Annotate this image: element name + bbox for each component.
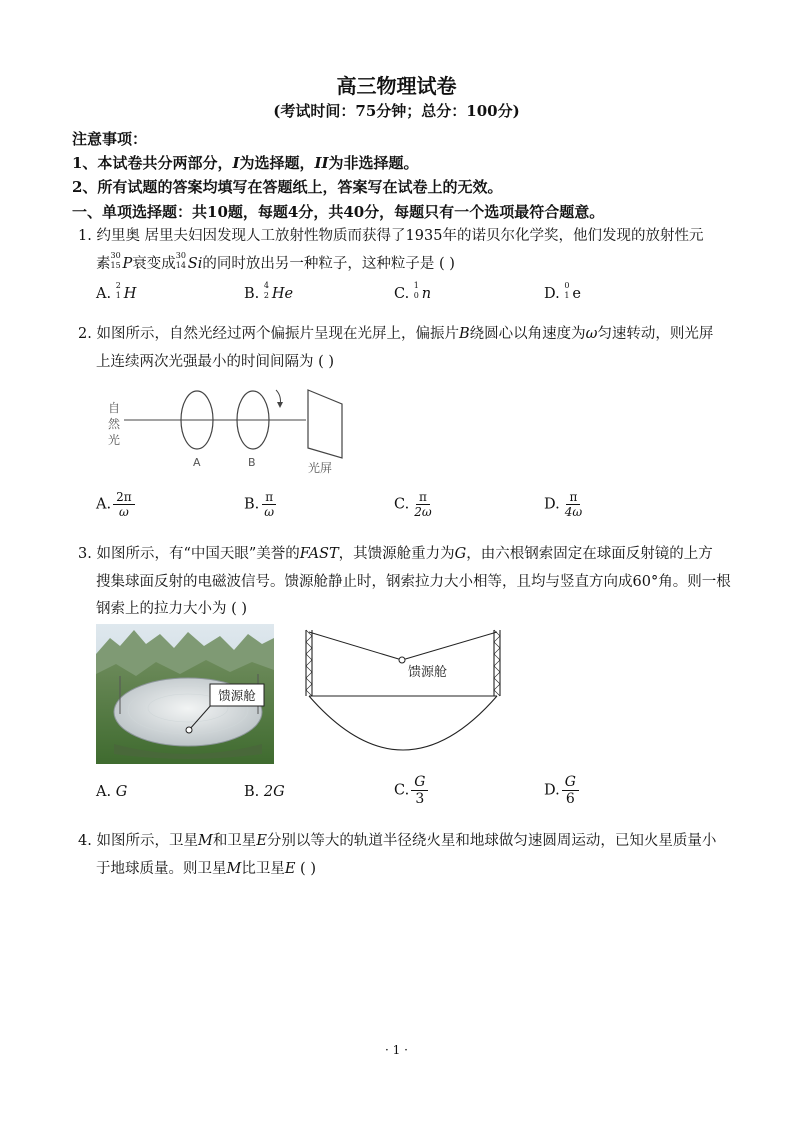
right-tower bbox=[494, 630, 500, 696]
q3-option-a[interactable] bbox=[96, 784, 127, 800]
q2-text: 绕圆心以角速度为 bbox=[469, 326, 586, 342]
q1-option-a[interactable] bbox=[96, 281, 137, 302]
numerator: π bbox=[566, 490, 580, 505]
option-letter: D. bbox=[544, 782, 560, 799]
nuclide bbox=[263, 281, 294, 302]
q2-var: B bbox=[458, 326, 470, 342]
denominator: 3 bbox=[415, 791, 425, 807]
q3-var: FAST bbox=[299, 546, 339, 562]
option-letter: C. bbox=[394, 782, 410, 799]
denominator: ω bbox=[118, 505, 129, 519]
q1-option-c[interactable] bbox=[394, 281, 432, 302]
note-2: 2、所有试题的答案均填写在答题纸上，答案写在试卷上的无效。 bbox=[72, 178, 503, 196]
numerator: G bbox=[411, 774, 428, 791]
fraction bbox=[411, 490, 434, 519]
note-1-part: 为非选择题。 bbox=[328, 154, 419, 172]
light-screen bbox=[308, 390, 342, 458]
q4-var: E bbox=[256, 833, 267, 849]
fraction bbox=[411, 774, 428, 807]
numerator: G bbox=[562, 774, 579, 791]
cable-left bbox=[309, 632, 402, 660]
q4-var: M bbox=[197, 833, 213, 849]
fast-telescope-photo bbox=[96, 624, 274, 764]
q2-text: 匀速转动，则光屏 bbox=[597, 326, 714, 342]
fraction bbox=[562, 774, 579, 807]
atomic-number: 2 bbox=[263, 291, 269, 300]
element-symbol: Si bbox=[187, 256, 203, 272]
option-letter: C. bbox=[394, 286, 410, 302]
q3-text: ，其馈源舱重力为 bbox=[338, 546, 455, 562]
q3-line1 bbox=[78, 542, 713, 563]
option-letter: B. bbox=[244, 496, 260, 513]
exam-info: (考试时间：75分钟；总分：100分) bbox=[273, 102, 520, 120]
denominator: ω bbox=[264, 505, 275, 519]
nuclide-p bbox=[110, 251, 133, 272]
q3-text: 3. 如图所示，有“中国天眼”美誉的 bbox=[78, 546, 300, 562]
nuclide bbox=[564, 281, 581, 302]
q1-option-d[interactable] bbox=[544, 281, 581, 302]
section-heading: 一、单项选择题：共10题，每题4分，共40分，每题只有一个选项最符合题意。 bbox=[72, 203, 605, 221]
option-value: G bbox=[115, 784, 128, 800]
q3-line2: 搜集球面反射的电磁波信号。馈源舱静止时，钢索拉力大小相等，且均与竖直方向成60°角。则一根 bbox=[96, 574, 731, 590]
element-symbol: H bbox=[123, 286, 137, 302]
atomic-number: 0 bbox=[413, 291, 419, 300]
element-symbol: n bbox=[421, 286, 432, 302]
numerator: π bbox=[416, 490, 430, 505]
q2-line2: 上连续两次光强最小的时间间隔为 ( ) bbox=[96, 354, 335, 370]
denominator: 6 bbox=[565, 791, 575, 807]
q4-line1 bbox=[78, 829, 716, 850]
q1-text: 衰变成 bbox=[132, 256, 176, 272]
q1-option-b[interactable] bbox=[244, 281, 294, 302]
note-1-part: 1、本试卷共分两部分， bbox=[72, 154, 233, 172]
denominator: 4ω bbox=[564, 505, 583, 519]
screen-label: 光屏 bbox=[308, 461, 333, 475]
natural-light-label: 然 bbox=[108, 417, 121, 431]
mass-number: 4 bbox=[263, 281, 269, 290]
q4-text: 比卫星 bbox=[241, 861, 285, 877]
photo-cabin-dot bbox=[186, 727, 192, 733]
q2-option-d[interactable] bbox=[544, 490, 585, 519]
q3-option-c[interactable] bbox=[394, 774, 428, 807]
atomic-number: 1 bbox=[115, 291, 121, 300]
feed-cabin bbox=[399, 657, 405, 663]
photo-label: 馈源舱 bbox=[218, 688, 256, 703]
q2-option-a[interactable] bbox=[96, 490, 135, 519]
q4-var: M bbox=[226, 861, 242, 877]
label-a: A bbox=[193, 456, 201, 469]
note-1-part: II bbox=[314, 154, 329, 172]
q3-text: ，由六根钢索固定在球面反射镜的上方 bbox=[466, 546, 713, 562]
atomic-number: 14 bbox=[175, 261, 186, 270]
element-symbol: e bbox=[572, 286, 581, 302]
q1-text: 素 bbox=[96, 256, 111, 272]
q4-text: 和卫星 bbox=[212, 833, 257, 849]
nuclide-si bbox=[175, 251, 203, 272]
option-letter: A. bbox=[96, 496, 112, 513]
mass-number: 30 bbox=[110, 251, 121, 260]
mass-number: 2 bbox=[115, 281, 121, 290]
option-letter: A. bbox=[96, 784, 112, 800]
page-number: · 1 · bbox=[385, 1043, 408, 1057]
natural-light-label: 自 bbox=[108, 401, 121, 415]
option-letter: B. bbox=[244, 286, 260, 302]
note-1-part: I bbox=[232, 154, 240, 172]
option-value: 2G bbox=[263, 784, 285, 800]
numerator: π bbox=[262, 490, 276, 505]
q2-line1 bbox=[78, 322, 713, 343]
option-letter: B. bbox=[244, 784, 260, 800]
element-symbol: P bbox=[122, 256, 133, 272]
note-1 bbox=[72, 152, 419, 173]
mass-number: 0 bbox=[564, 281, 570, 290]
natural-light-label: 光 bbox=[108, 433, 121, 447]
q1-text: 的同时放出另一种粒子，这种粒子是 ( ) bbox=[202, 256, 455, 272]
cable-right bbox=[402, 632, 497, 660]
nuclide bbox=[413, 281, 432, 302]
q3-option-d[interactable] bbox=[544, 774, 579, 807]
q4-line2 bbox=[96, 857, 316, 878]
denominator: 2ω bbox=[414, 505, 432, 519]
fraction bbox=[562, 490, 585, 519]
q1-line2 bbox=[96, 252, 455, 273]
notes-heading: 注意事项： bbox=[72, 130, 148, 148]
dish-surface bbox=[309, 696, 497, 750]
q4-text: ( ) bbox=[295, 861, 316, 877]
q3-option-b[interactable] bbox=[244, 784, 285, 800]
q4-text: 分别以等大的轨道半径绕火星和地球做匀速圆周运动，已知火星质量小 bbox=[266, 833, 717, 849]
atomic-number: 1 bbox=[564, 291, 570, 300]
mass-number: 30 bbox=[175, 251, 186, 260]
page-title: 高三物理试卷 bbox=[336, 74, 457, 98]
feed-cabin-label: 馈源舱 bbox=[408, 665, 448, 680]
q1-line1: 1. 约里奥 居里夫妇因发现人工放射性物质而获得了1935年的诺贝尔化学奖，他们发现的放射性元 bbox=[78, 228, 704, 244]
q3-var: G bbox=[454, 546, 467, 562]
option-letter: D. bbox=[544, 496, 560, 513]
polarizer-diagram bbox=[96, 382, 356, 478]
option-letter: C. bbox=[394, 496, 410, 513]
element-symbol: He bbox=[271, 286, 294, 302]
q2-text: 2. 如图所示，自然光经过两个偏振片呈现在光屏上，偏振片 bbox=[78, 326, 459, 342]
fraction bbox=[261, 490, 277, 519]
option-letter: A. bbox=[96, 286, 112, 302]
left-tower bbox=[306, 630, 312, 696]
option-letter: D. bbox=[544, 286, 560, 302]
fraction bbox=[113, 490, 135, 519]
mass-number: 1 bbox=[413, 281, 419, 290]
q2-option-c[interactable] bbox=[394, 490, 435, 519]
fast-schematic bbox=[296, 626, 508, 766]
numerator: 2π bbox=[113, 490, 135, 505]
nuclide bbox=[115, 281, 137, 302]
arrow-head bbox=[277, 402, 283, 408]
q4-var: E bbox=[284, 861, 296, 877]
q3-line3: 钢索上的拉力大小为 ( ) bbox=[96, 601, 248, 617]
atomic-number: 15 bbox=[110, 261, 121, 270]
label-b: B bbox=[248, 456, 256, 469]
note-1-part: 为选择题， bbox=[239, 154, 315, 172]
q2-option-b[interactable] bbox=[244, 490, 277, 519]
q2-var: ω bbox=[585, 326, 598, 342]
q4-text: 于地球质量。则卫星 bbox=[96, 861, 227, 877]
q4-text: 4. 如图所示，卫星 bbox=[78, 833, 198, 849]
